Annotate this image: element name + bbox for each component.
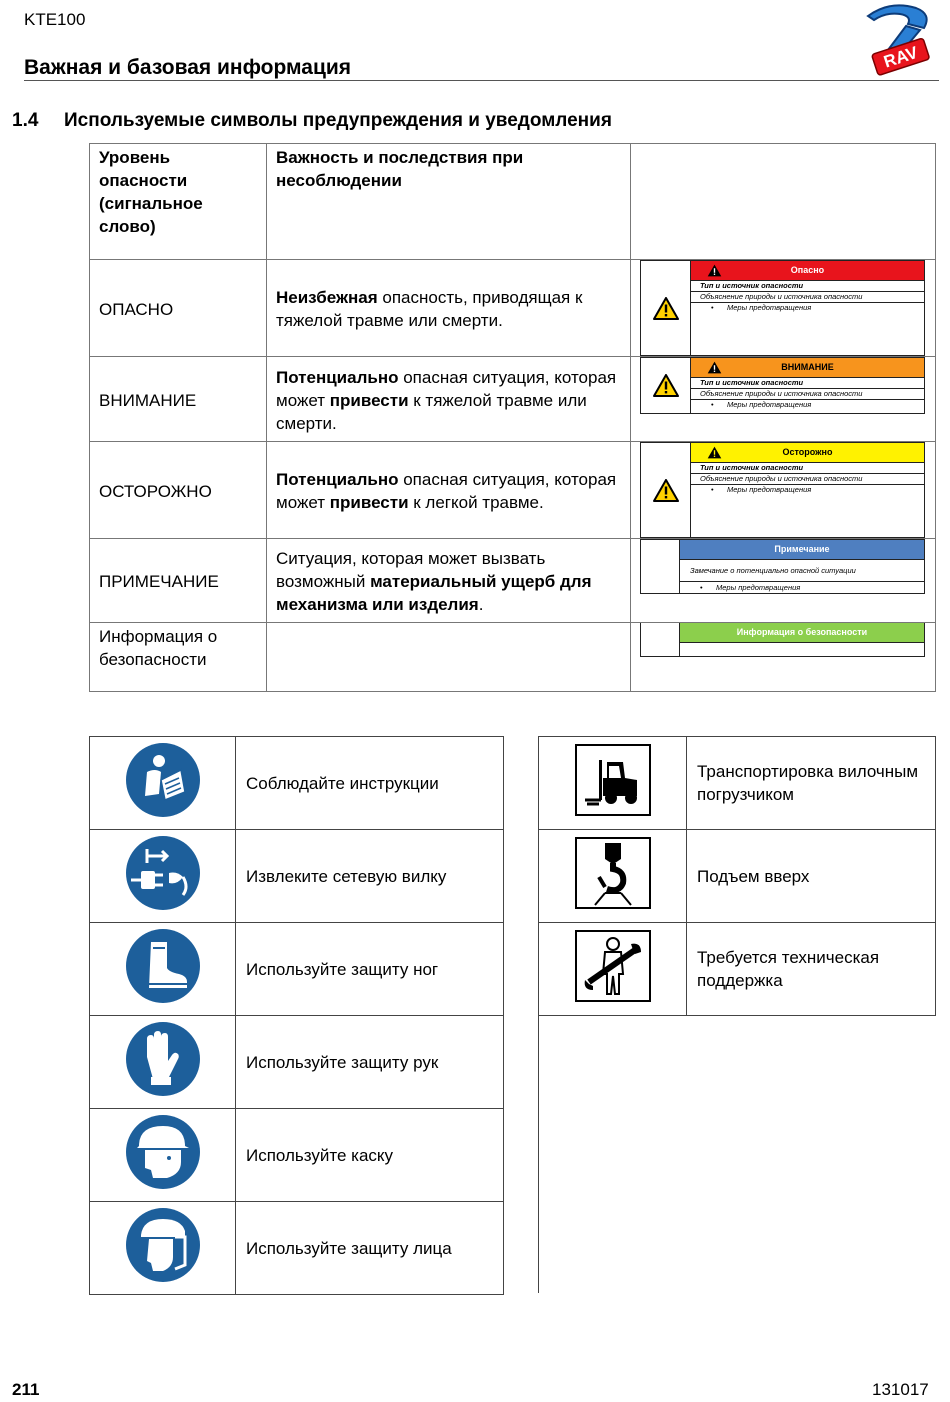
symbol-label: Используйте защиту лица	[236, 1202, 504, 1295]
level-warning: ВНИМАНИЕ	[90, 357, 267, 442]
level-note: ПРИМЕЧАНИЕ	[90, 539, 267, 623]
desc-note: Ситуация, которая может вызвать возможный материальный ущерб для механизма или изделия.	[267, 539, 631, 623]
warning-triangle-icon	[707, 264, 722, 277]
note-sample-box: Примечание Замечание о потенциально опасной ситуации • Меры предотвращения	[679, 539, 925, 594]
section-heading	[12, 110, 612, 132]
caution-sample-box: Осторожно Тип и источник опасности Объяснение природы и источника опасности • Меры предотвращения	[640, 442, 925, 538]
table-row	[90, 1202, 504, 1295]
header-importance: Важность и последствия при несоблюдении	[267, 144, 631, 260]
page-title: Важная и базовая информация	[24, 56, 352, 79]
table-row	[90, 1016, 504, 1109]
caution-signal-bar: Осторожно	[691, 443, 924, 463]
forklift-icon	[575, 744, 651, 816]
table-divider	[538, 1015, 539, 1293]
sample-warning	[631, 357, 936, 442]
warning-triangle-icon	[653, 479, 679, 502]
table-row-danger	[90, 260, 936, 357]
table-header-row	[90, 144, 936, 260]
symbol-label: Используйте каску	[236, 1109, 504, 1202]
table-row	[539, 737, 936, 830]
table-row-caution	[90, 442, 936, 539]
warning-triangle-icon	[707, 361, 722, 374]
symbol-label: Используйте защиту рук	[236, 1016, 504, 1109]
table-row	[90, 923, 504, 1016]
warning-triangle-icon	[707, 446, 722, 459]
table-row-warning	[90, 357, 936, 442]
danger-signal-bar: Опасно	[691, 261, 924, 281]
helmet-icon	[125, 1114, 201, 1190]
header-level: Уровень опасности (сигнальное слово)	[90, 144, 267, 260]
level-safety-info: Информация о безопасности	[90, 623, 267, 692]
note-icon-col	[640, 539, 680, 594]
info-sample-box	[679, 623, 925, 657]
symbol-label: Используйте защиту ног	[236, 923, 504, 1016]
rav-logo	[860, 2, 940, 78]
section-title: Используемые символы предупреждения и уведомления	[64, 110, 612, 131]
symbol-label: Извлеките сетевую вилку	[236, 830, 504, 923]
hand-protection-icon	[125, 1021, 201, 1097]
warning-sample-box: ВНИМАНИЕ Тип и источник опасности Объяснение природы и источника опасности • Меры предотвращения	[640, 357, 925, 414]
technical-support-icon	[575, 930, 651, 1002]
document-code: KTE100	[24, 10, 86, 29]
logo-text: RAV	[881, 42, 921, 72]
desc-danger: Неизбежная опасность, приводящая к тяжелой травме или смерти.	[267, 260, 631, 357]
table-row	[539, 830, 936, 923]
note-signal-bar: Примечание	[680, 540, 924, 560]
read-instructions-icon	[125, 742, 201, 818]
desc-caution: Потенциально опасная ситуация, которая может привести к легкой травме.	[267, 442, 631, 539]
mandatory-symbols-table	[89, 736, 504, 1295]
sample-safety-info	[631, 623, 936, 692]
sample-caution	[631, 442, 936, 539]
warning-levels-table	[89, 143, 936, 692]
table-row	[90, 830, 504, 923]
header-sample	[631, 144, 936, 260]
symbol-label: Соблюдайте инструкции	[236, 737, 504, 830]
symbol-label: Транспортировка вилочным погрузчиком	[687, 737, 936, 830]
handling-symbols-table	[538, 736, 936, 1016]
desc-safety-info	[267, 623, 631, 692]
warning-signal-bar: ВНИМАНИЕ	[691, 358, 924, 378]
lifting-hook-icon	[575, 837, 651, 909]
level-danger: ОПАСНО	[90, 260, 267, 357]
section-number: 1.4	[12, 110, 39, 131]
info-signal-bar: Информация о безопасности	[680, 623, 924, 643]
desc-warning: Потенциально опасная ситуация, которая может привести к тяжелой травме или смерти.	[267, 357, 631, 442]
danger-sample-box: Опасно Тип и источник опасности Объяснение природы и источника опасности • Меры предотвращения	[640, 260, 925, 356]
table-row-safety-info	[90, 623, 936, 692]
table-row	[90, 737, 504, 830]
header-divider	[24, 80, 939, 81]
sample-note	[631, 539, 936, 623]
page-number: 211	[12, 1380, 40, 1399]
document-date-code: 131017	[872, 1380, 929, 1399]
face-shield-icon	[125, 1207, 201, 1283]
level-caution: ОСТОРОЖНО	[90, 442, 267, 539]
table-row-note	[90, 539, 936, 623]
warning-triangle-icon	[653, 297, 679, 320]
symbol-label: Требуется техническая поддержка	[687, 923, 936, 1016]
info-icon-col	[640, 623, 680, 657]
warning-triangle-icon	[653, 374, 679, 397]
sample-danger	[631, 260, 936, 357]
symbol-label: Подъем вверх	[687, 830, 936, 923]
unplug-icon	[125, 835, 201, 911]
table-row	[90, 1109, 504, 1202]
foot-protection-icon	[125, 928, 201, 1004]
table-row	[539, 923, 936, 1016]
